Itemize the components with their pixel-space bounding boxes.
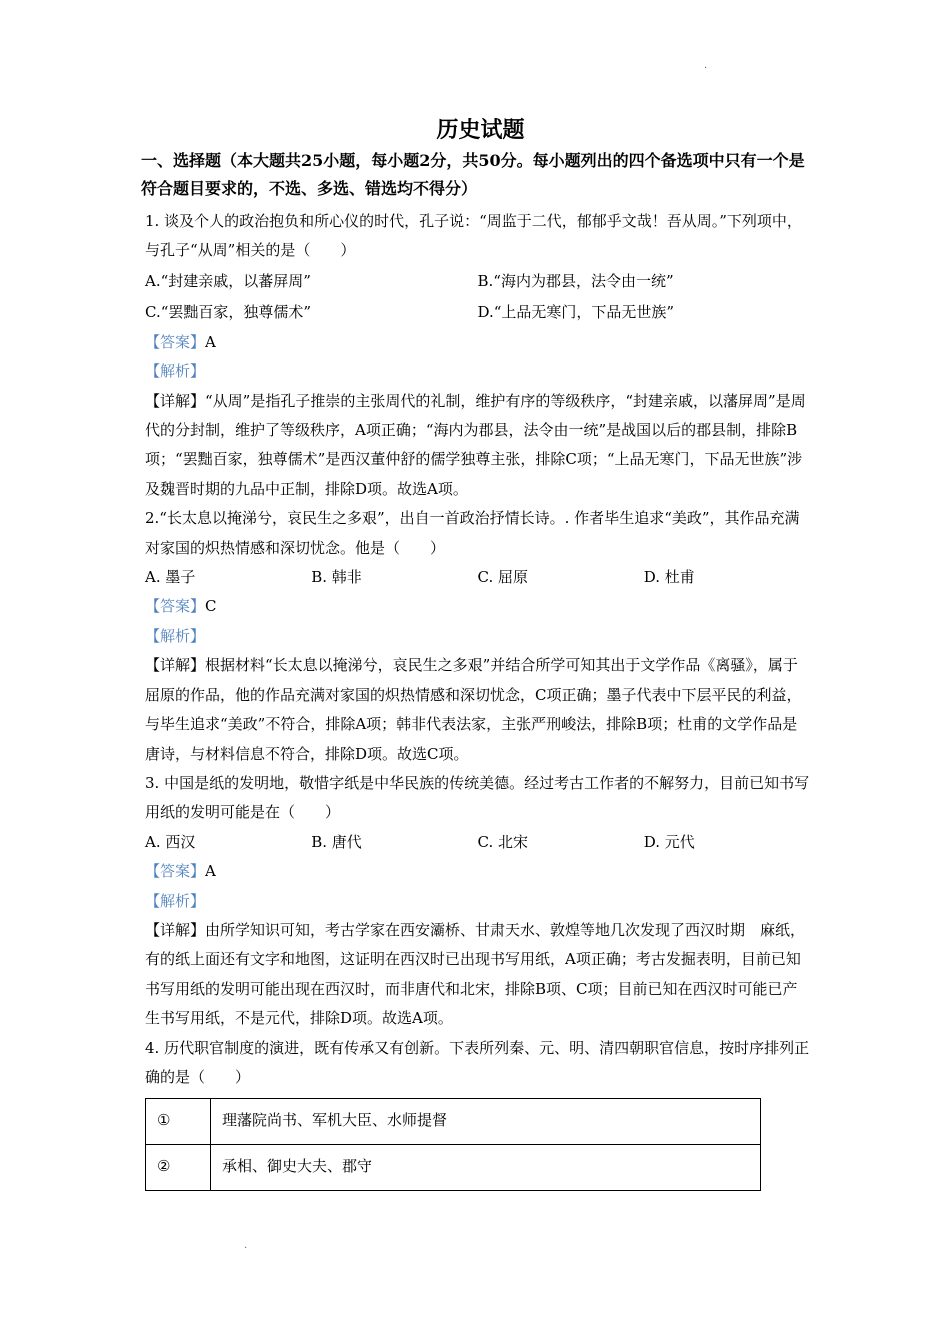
option-d: D.“上品无寒门，下品无世族” [477, 302, 675, 321]
page-title: 历史试题 [436, 117, 525, 143]
header-mark: · [704, 63, 708, 74]
question-1 [145, 207, 810, 504]
option-a: A. 墨子 [145, 568, 196, 587]
table-cell-number: ① [146, 1099, 211, 1145]
options [145, 266, 810, 328]
option-d: D. 杜甫 [643, 568, 695, 587]
exam-content [141, 113, 810, 1191]
analysis-line [145, 357, 810, 386]
footer-mark: · [244, 1243, 248, 1254]
officials-table [145, 1098, 761, 1191]
answer-value: A [205, 862, 216, 881]
option-c: C.“罢黜百家，独尊儒术” [145, 302, 312, 321]
answer-value: C [205, 597, 217, 616]
analysis-label: 【解析】 [145, 626, 206, 645]
option-c: C. 北宋 [477, 832, 528, 851]
detail-text: 由所学知识可知，考古学家在西安灞桥、甘肃天水、敦煌等地几次发现了西汉时期 麻纸，有的纸上面还有文字和地图，这证明在西汉时已出现书写用纸，A项正确；考古发掘表明，目前已知书写用纸的发明可能出现在西汉时，而非唐代和北宋，排除B项、C项；目前已知在西汉时可能已产生书写用纸，不是元代，排除D项。故选A项。 [145, 920, 806, 1028]
question-3 [145, 769, 810, 1034]
option-b: B. 唐代 [311, 832, 362, 851]
detail-paragraph [145, 387, 810, 505]
analysis-label: 【解析】 [145, 891, 206, 910]
answer-label: 【答案】 [145, 332, 206, 351]
table-row [146, 1145, 761, 1191]
detail-label: 【详解】 [145, 656, 206, 675]
option-d: D. 元代 [643, 832, 695, 851]
question-4 [145, 1034, 810, 1192]
question-stem: 2.“长太息以掩涕兮，哀民生之多艰”，出自一首政治抒情长诗。. 作者毕生追求“美政”，其作品充满对家国的炽热情感和深切忧念。他是（ ） [145, 509, 800, 557]
answer-line [145, 857, 810, 886]
detail-text: 根据材料“长太息以掩涕兮，哀民生之多艰”并结合所学可知其出于文学作品《离骚》，属于屈原的作品，他的作品充满对家国的炽热情感和深切忧念，C项正确；墨子代表中下层平民的利益，与毕生追求“美政”不符合，排除A项；韩非代表法家，主张严刑峻法，排除B项；杜甫的文学作品是唐诗，与材料信息不符合，排除D项。故选C项。 [145, 656, 802, 763]
detail-paragraph [145, 651, 810, 769]
detail-paragraph [145, 916, 810, 1034]
table-cell-text: 理藩院尚书、军机大臣、水师提督 [211, 1099, 761, 1145]
question-stem: 1. 谈及个人的政治抱负和所心仪的时代，孔子说：“周监于二代，郁郁乎文哉！吾从周。”下列项中，与孔子“从周”相关的是（ ） [145, 212, 802, 260]
answer-line [145, 592, 810, 621]
analysis-label: 【解析】 [145, 362, 206, 381]
analysis-line [145, 887, 810, 916]
detail-label: 【详解】 [145, 920, 206, 939]
option-b: B. 韩非 [311, 568, 362, 587]
options [145, 563, 810, 592]
detail-label: 【详解】 [145, 391, 206, 410]
option-a: A. 西汉 [145, 832, 196, 851]
table-cell-text: 承相、御史大夫、郡守 [211, 1145, 761, 1191]
answer-label: 【答案】 [145, 597, 206, 616]
question-2 [145, 504, 810, 769]
option-b: B.“海内为郡县，法令由一统” [477, 271, 674, 290]
option-a: A.“封建亲戚，以蕃屏周” [145, 271, 311, 290]
table-row [146, 1099, 761, 1145]
table-cell-number: ② [146, 1145, 211, 1191]
answer-value: A [205, 332, 216, 351]
option-c: C. 屈原 [477, 568, 528, 587]
answer-line [145, 328, 810, 357]
question-stem: 3. 中国是纸的发明地，敬惜字纸是中华民族的传统美德。经过考古工作者的不解努力，目前已知书写用纸的发明可能是在（ ） [145, 773, 810, 822]
options [145, 828, 810, 857]
detail-text: “从周”是指孔子推崇的主张周代的礼制，维护有序的等级秩序，“封建亲戚，以藩屏周”是周代的分封制，维护了等级秩序，A项正确；“海内为郡县，法令由一统”是战国以后的郡县制，排除B项；“罢黜百家，独尊儒术”是西汉董仲舒的儒学独尊主张，排除C项；“上品无寒门，下品无世族”涉及魏晋时期的九品中正制，排除D项。故选A项。 [145, 391, 806, 498]
question-stem: 4. 历代职官制度的演进，既有传承又有创新。下表所列秦、元、明、清四朝职官信息，按时序排列正确的是（ ） [145, 1038, 810, 1086]
analysis-line [145, 622, 810, 651]
section-heading: 一、选择题（本大题共25小题，每小题2分，共50分。每小题列出的四个备选项中只有一个是符合题目要求的，不选、多选、错选均不得分） [141, 151, 805, 198]
answer-label: 【答案】 [145, 862, 206, 881]
